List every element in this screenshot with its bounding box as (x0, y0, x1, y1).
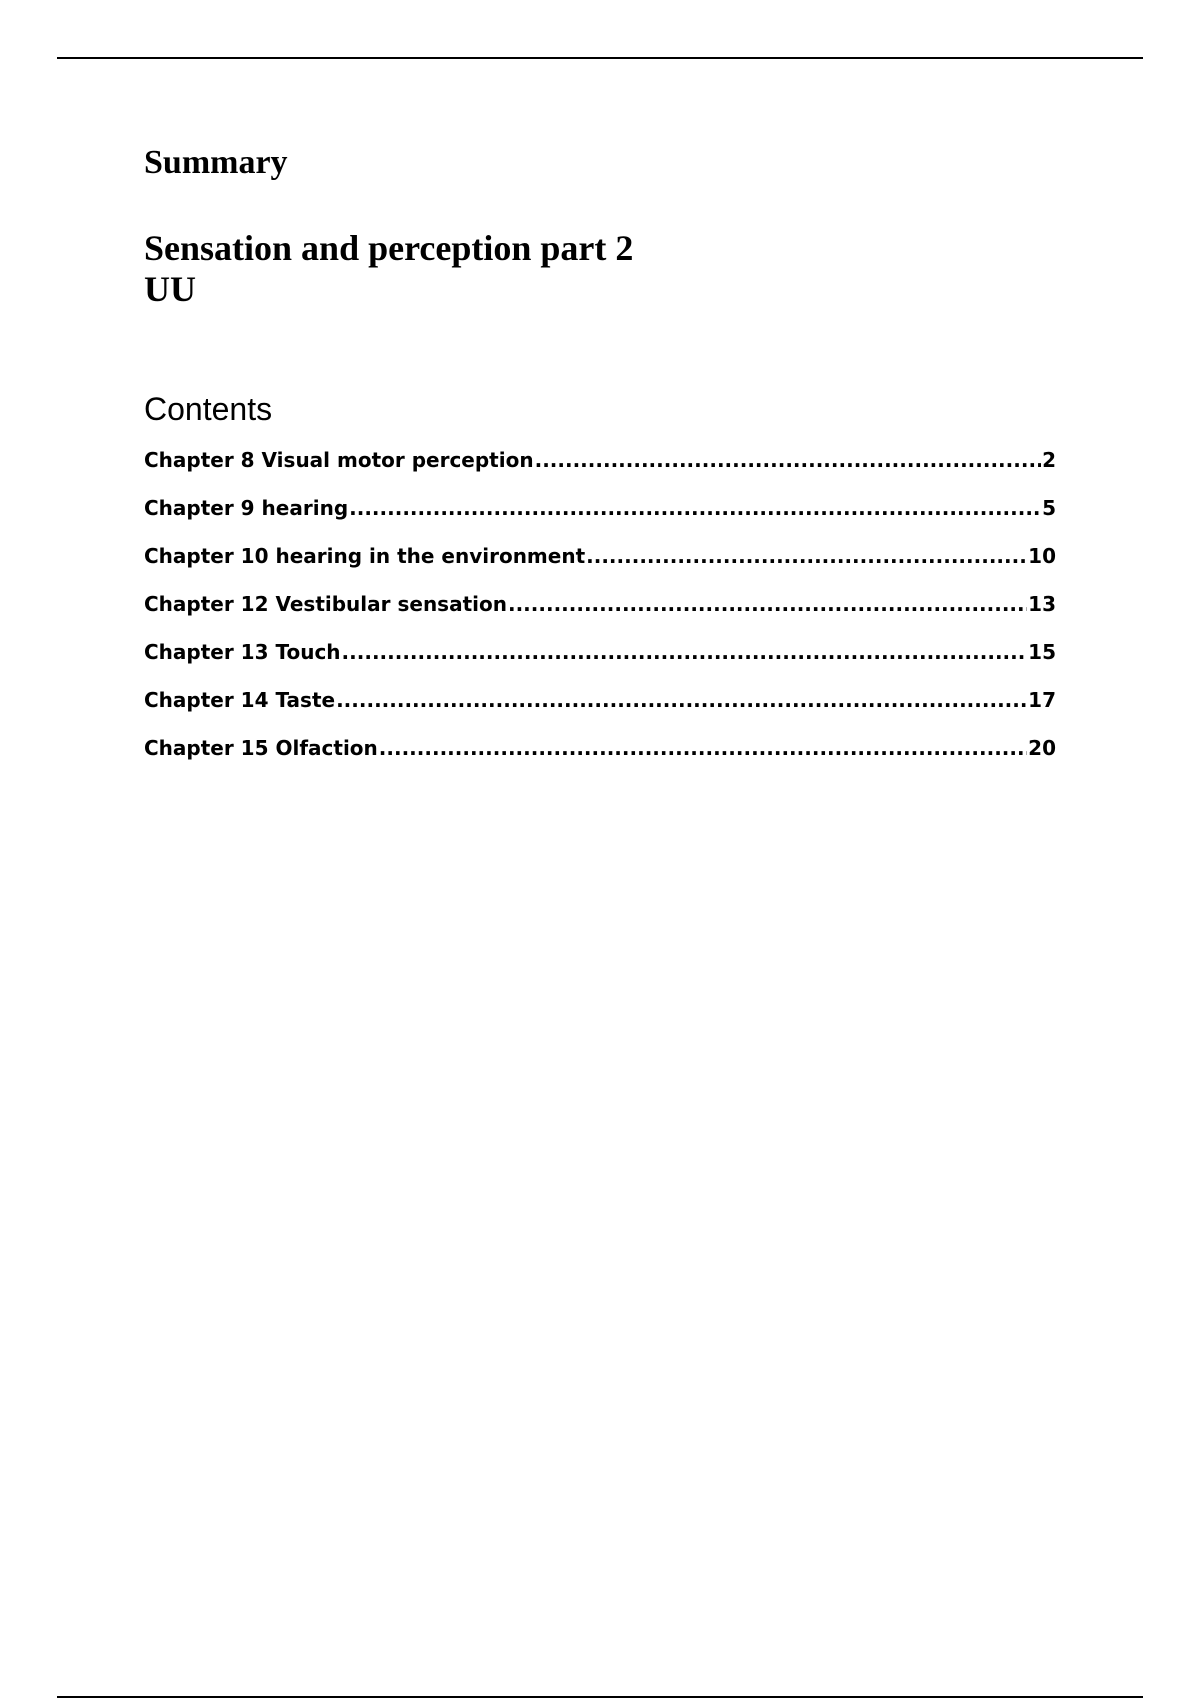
toc-dot-leader (586, 544, 1027, 568)
toc-entry-chapter-14[interactable] (144, 688, 1056, 736)
document-title-line1: Sensation and perception part 2 (144, 228, 634, 268)
toc-entry-page: 15 (1028, 640, 1056, 664)
contents-heading: Contents (144, 391, 273, 427)
toc-entry-title: Chapter 14 Taste (144, 688, 336, 712)
summary-label: Summary (144, 144, 288, 181)
toc-entry-page: 10 (1028, 544, 1056, 568)
document-title-line2: UU (144, 269, 196, 309)
toc-entry-page: 17 (1028, 688, 1056, 712)
toc-dot-leader (342, 640, 1028, 664)
toc-entry-title: Chapter 15 Olfaction (144, 736, 378, 760)
document-title (144, 228, 633, 310)
toc-entry-chapter-15[interactable] (144, 736, 1056, 784)
toc-dot-leader (379, 736, 1027, 760)
toc-entry-title: Chapter 12 Vestibular sensation (144, 592, 507, 616)
toc-entry-page: 2 (1042, 448, 1056, 472)
toc-entry-title: Chapter 13 Touch (144, 640, 341, 664)
toc-entry-page: 13 (1028, 592, 1056, 616)
toc-dot-leader (508, 592, 1027, 616)
toc-entry-chapter-12[interactable] (144, 592, 1056, 640)
toc-entry-title: Chapter 9 hearing (144, 496, 349, 520)
toc-dot-leader (336, 688, 1027, 712)
toc-entry-chapter-8[interactable] (144, 448, 1056, 496)
toc-entry-chapter-13[interactable] (144, 640, 1056, 688)
toc-entry-page: 5 (1042, 496, 1056, 520)
toc-dot-leader (349, 496, 1041, 520)
toc-dot-leader (535, 448, 1041, 472)
toc-entry-title: Chapter 8 Visual motor perception (144, 448, 534, 472)
toc-entry-page: 20 (1028, 736, 1056, 760)
top-rule (57, 57, 1143, 59)
table-of-contents (144, 448, 1056, 784)
toc-entry-chapter-9[interactable] (144, 496, 1056, 544)
toc-entry-title: Chapter 10 hearing in the environment (144, 544, 586, 568)
toc-entry-chapter-10[interactable] (144, 544, 1056, 592)
bottom-rule (57, 1696, 1143, 1698)
